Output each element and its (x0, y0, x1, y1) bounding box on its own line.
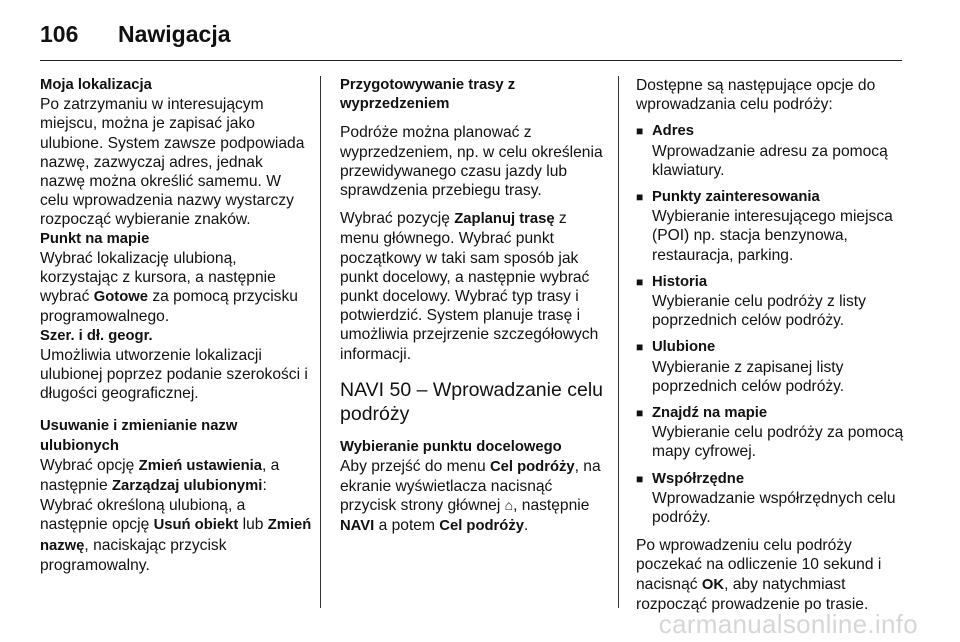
column-1 (40, 76, 312, 575)
paragraph: Dostępne są następujące opcje do wprowadzania celu podróży: (636, 77, 876, 114)
paragraph: Wybrać lokalizację ulubioną, korzystając z kursora, a następnie wybrać Gotowe za pomocą przycisku programowalnego. (40, 249, 298, 326)
list-item: ■ Punkty zainteresowania Wybieranie interesującego miejsca (POI) np. stacja benzynowa, restauracja, parking. (636, 189, 893, 264)
section-heading: Szer. i dł. geogr. (40, 327, 153, 344)
paragraph: Wybrać pozycję Zaplanuj trasę z menu głównego. Wybrać punkt początkowy w taki sam sposób jak punkt docelowy, a następnie wybrać punkt docelowy. Wybrać typ trasy i potwierdzić. System planuje trasę i umożliwia przejrzenie szczegółowych informacji. (340, 210, 599, 363)
list-item: ■ Historia Wybieranie celu podróży z listy poprzednich celów podróży. (636, 273, 866, 330)
paragraph: Wybrać opcję Zmień ustawienia, a następnie Zarządzaj ulubionymi: Wybrać określoną ulubioną, a następnie opcję Usuń obiekt lub Zmień nazwę, naciskając przycisk programowalny. (40, 456, 312, 574)
list-item: ■ Adres Wprowadzanie adresu za pomocą klawiatury. (636, 123, 888, 179)
paragraph: Umożliwia utworzenie lokalizacji ulubionej poprzez podanie szerokości i długości geograficznej. (40, 346, 308, 403)
section-heading: Moja lokalizacja (40, 77, 152, 93)
paragraph: Po zatrzymaniu w interesującym miejscu, można je zapisać jako ulubione. System zawsze podpowiada nazwę, zazwyczaj adres, jednak nazwę można określić samemu. W celu wprowadzenia nazwy wystarczy rozpocząć wybieranie znaków. (40, 96, 305, 229)
section-heading: Przygotowywanie trasy z wyprzedzeniem (340, 77, 516, 113)
home-icon: ⌂ (504, 497, 514, 514)
column-divider-1 (320, 76, 321, 608)
page-number: 106 (40, 20, 79, 47)
bullet-icon: ■ (636, 406, 644, 421)
paragraph: Po wprowadzeniu celu podróży poczekać na odliczenie 10 sekund i nacisnąć OK, aby natychmiast rozpocząć prowadzenie po trasie. (636, 537, 882, 613)
list-item: ■ Znajdź na mapie Wybieranie celu podróży za pomocą mapy cyfrowej. (636, 405, 904, 461)
section-heading: Usuwanie i zmienianie nazw ulubionych (40, 418, 238, 454)
column-divider-2 (618, 76, 619, 608)
section-heading: Punkt na mapie (40, 230, 150, 247)
option-list (636, 122, 906, 527)
list-item: ■ Ulubione Wybieranie z zapisanej listy poprzednich celów podróży. (636, 339, 845, 395)
page-title: Nawigacja (118, 20, 231, 47)
paragraph: Aby przejść do menu Cel podróży, na ekranie wyświetlacza nacisnąć przycisk strony głównej ⌂, następnie NAVI a potem Cel podróży. (340, 458, 601, 534)
watermark: carmanualsonline.info (658, 609, 918, 639)
page-header (40, 14, 231, 54)
bullet-icon: ■ (636, 340, 644, 355)
column-2 (340, 76, 610, 536)
chapter-heading: NAVI 50 – Wprowadzanie celu podróży (340, 378, 604, 425)
bullet-icon: ■ (636, 274, 644, 289)
paragraph: Podróże można planować z wyprzedzeniem, np. w celu określenia przewidywanego czasu jazdy lub sprawdzenia przebiegu trasy. (340, 124, 603, 200)
bullet-icon: ■ (636, 471, 644, 486)
bullet-icon: ■ (636, 190, 644, 205)
bullet-icon: ■ (636, 124, 644, 139)
list-item: ■ Współrzędne Wprowadzanie współrzędnych celu podróży. (636, 470, 896, 527)
column-3 (636, 76, 906, 614)
header-rule (40, 60, 902, 61)
section-heading: Wybieranie punktu docelowego (340, 438, 562, 455)
